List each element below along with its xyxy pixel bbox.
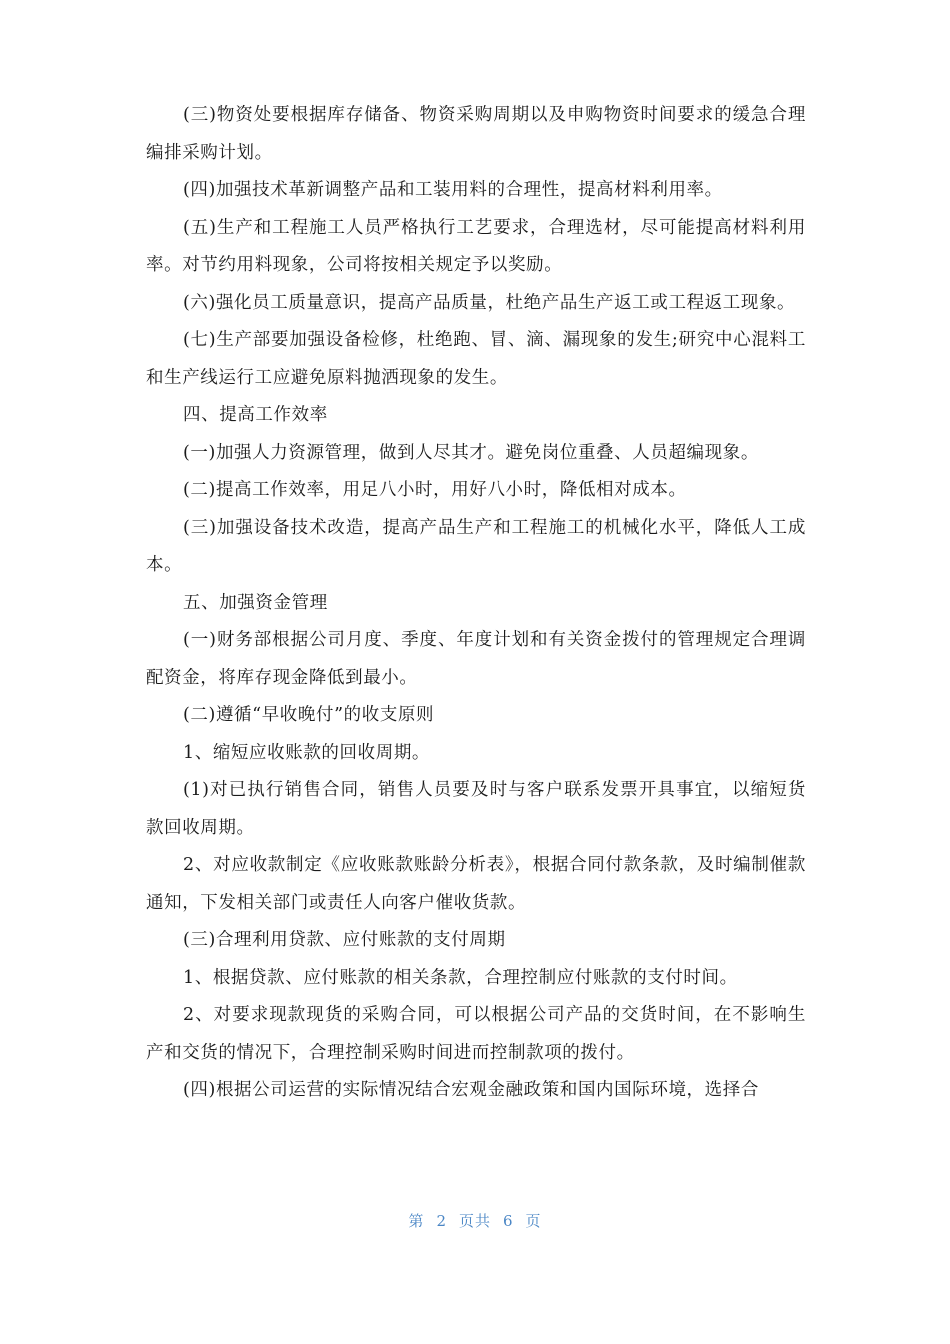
paragraph: (三)物资处要根据库存储备、物资采购周期以及申购物资时间要求的缓急合理编排采购计划。 xyxy=(146,105,806,163)
footer-suffix: 页 xyxy=(525,1212,542,1230)
footer-prefix: 第 xyxy=(408,1212,425,1230)
page-footer xyxy=(0,1210,950,1231)
paragraph: (1)对已执行销售合同，销售人员要及时与客户联系发票开具事宜，以缩短货款回收周期。 xyxy=(146,780,806,838)
paragraph: (二)遵循“早收晚付”的收支原则 xyxy=(183,705,435,725)
paragraph: (一)财务部根据公司月度、季度、年度计划和有关资金拨付的管理规定合理调配资金，将库存现金降低到最小。 xyxy=(146,630,806,688)
section-heading: 五、加强资金管理 xyxy=(183,592,328,613)
paragraph: 2、对应收款制定《应收账款账龄分析表》，根据合同付款条款，及时编制催款通知，下发相关部门或责任人向客户催收货款。 xyxy=(146,855,806,913)
paragraph: 1、缩短应收账款的回收周期。 xyxy=(183,742,431,763)
paragraph: (二)提高工作效率，用足八小时，用好八小时，降低相对成本。 xyxy=(183,480,687,500)
footer-middle: 页共 xyxy=(458,1212,491,1230)
paragraph: (七)生产部要加强设备检修，杜绝跑、冒、滴、漏现象的发生;研究中心混料工和生产线运行工应避免原料抛洒现象的发生。 xyxy=(146,330,806,388)
paragraph: (五)生产和工程施工人员严格执行工艺要求，合理选材，尽可能提高材料利用率。对节约用料现象，公司将按相关规定予以奖励。 xyxy=(146,217,806,275)
paragraph: 1、根据贷款、应付账款的相关条款，合理控制应付账款的支付时间。 xyxy=(183,967,738,988)
paragraph: (三)加强设备技术改造，提高产品生产和工程施工的机械化水平，降低人工成本。 xyxy=(146,517,806,575)
current-page-number: 2 xyxy=(436,1212,447,1230)
total-page-count: 6 xyxy=(503,1212,514,1230)
paragraph: (四)加强技术革新调整产品和工装用料的合理性，提高材料利用率。 xyxy=(183,180,723,200)
paragraph: (六)强化员工质量意识，提高产品质量，杜绝产品生产返工或工程返工现象。 xyxy=(183,292,796,313)
document-body xyxy=(146,97,806,1110)
paragraph: (四)根据公司运营的实际情况结合宏观金融政策和国内国际环境，选择合 xyxy=(183,1080,759,1100)
paragraph: (一)加强人力资源管理，做到人尽其才。避免岗位重叠、人员超编现象。 xyxy=(183,442,759,463)
paragraph: (三)合理利用贷款、应付账款的支付周期 xyxy=(183,930,506,950)
section-heading: 四、提高工作效率 xyxy=(183,405,328,425)
paragraph: 2、对要求现款现货的采购合同，可以根据公司产品的交货时间，在不影响生产和交货的情况下，合理控制采购时间进而控制款项的拨付。 xyxy=(146,1005,806,1063)
